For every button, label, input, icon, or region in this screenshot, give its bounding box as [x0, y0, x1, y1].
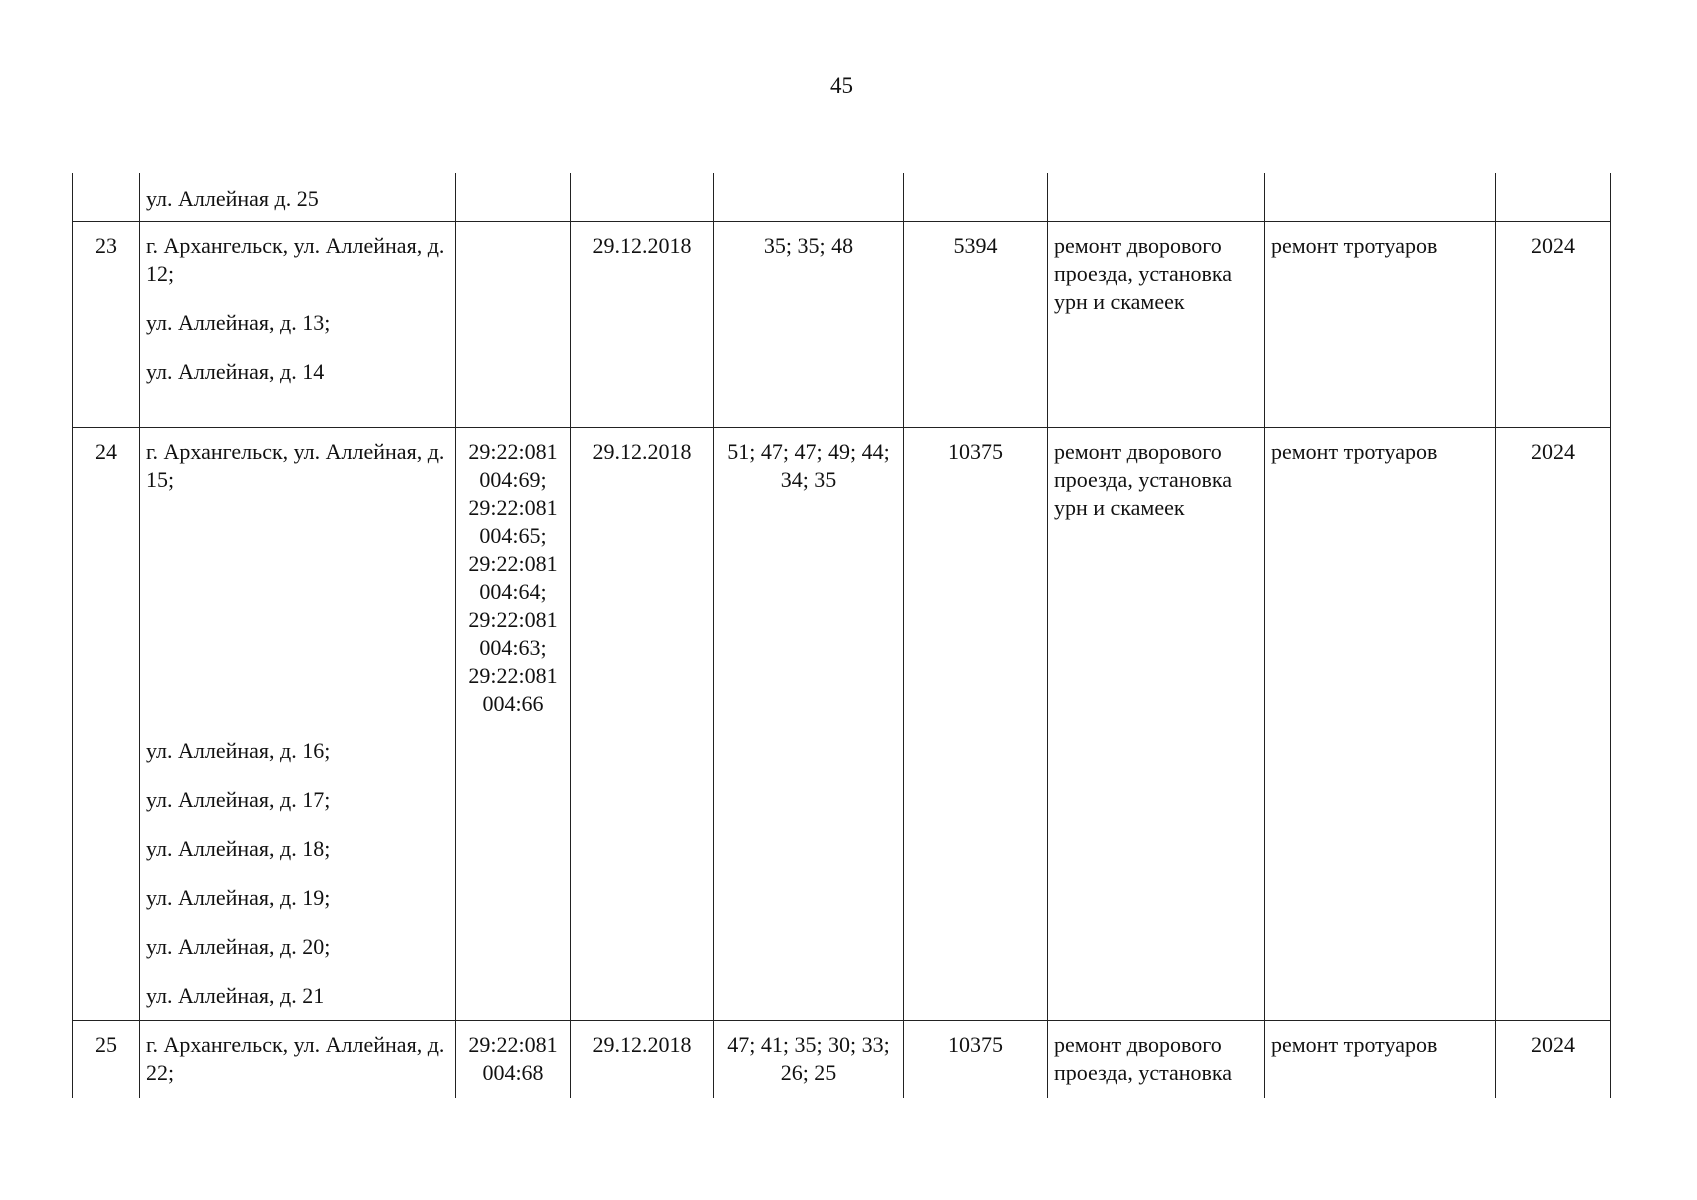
address-line: ул. Аллейная, д. 21: [146, 982, 325, 1008]
address-line: ул. Аллейная, д. 20;: [146, 933, 331, 959]
address-line: ул. Аллейная, д. 13;: [146, 309, 331, 335]
table-row-continuation: [73, 173, 1611, 221]
address-line: ул. Аллейная, д. 19;: [146, 884, 331, 910]
cell-area: 10375: [904, 1020, 1048, 1098]
table-row: [73, 221, 1611, 427]
cell-year: [1496, 173, 1611, 221]
table-row: [73, 427, 1611, 1020]
cell-cadastral: [456, 221, 571, 427]
cell-date: 29.12.2018: [571, 221, 714, 427]
table-row: [73, 1020, 1611, 1098]
address-line: ул. Аллейная, д. 18;: [146, 835, 331, 861]
cell-cadastral: 29:22:081 004:69; 29:22:081 004:65; 29:22:081 004:64; 29:22:081 004:63; 29:22:081 004:66: [456, 427, 571, 1020]
cell-year: 2024: [1496, 1020, 1611, 1098]
cell-extra-work: [1265, 173, 1496, 221]
cell-residents: 51; 47; 47; 49; 44; 34; 35: [714, 427, 904, 1020]
cell-extra-work: ремонт тротуаров: [1265, 427, 1496, 1020]
cell-num: 24: [73, 427, 140, 1020]
cell-work: ремонт дворового проезда, установка урн и скамеек: [1048, 427, 1265, 1020]
cell-year: 2024: [1496, 427, 1611, 1020]
cell-cadastral: 29:22:081 004:68: [456, 1020, 571, 1098]
cell-date: 29.12.2018: [571, 427, 714, 1020]
cell-num: [73, 173, 140, 221]
cell-date: [571, 173, 714, 221]
cell-work: ремонт дворового проезда, установка урн и скамеек: [1048, 221, 1265, 427]
cell-area: 5394: [904, 221, 1048, 427]
address-line: ул. Аллейная, д. 17;: [146, 786, 331, 812]
cell-extra-work: ремонт тротуаров: [1265, 1020, 1496, 1098]
cell-residents: 47; 41; 35; 30; 33; 26; 25: [714, 1020, 904, 1098]
address-line: г. Архангельск, ул. Аллейная, д. 15;: [146, 438, 445, 492]
cell-residents: 35; 35; 48: [714, 221, 904, 427]
cell-date: 29.12.2018: [571, 1020, 714, 1098]
cell-cadastral: [456, 173, 571, 221]
cell-address: [140, 173, 456, 221]
cell-address: [140, 221, 456, 427]
cell-area: 10375: [904, 427, 1048, 1020]
cell-extra-work: ремонт тротуаров: [1265, 221, 1496, 427]
address-line: г. Архангельск, ул. Аллейная, д. 22;: [146, 1031, 445, 1085]
cell-residents: [714, 173, 904, 221]
cell-address: [140, 1020, 456, 1098]
cell-work: ремонт дворового проезда, установка: [1048, 1020, 1265, 1098]
address-line: ул. Аллейная, д. 14: [146, 358, 325, 384]
cell-num: 23: [73, 221, 140, 427]
cell-area: [904, 173, 1048, 221]
cell-work: [1048, 173, 1265, 221]
page-number: [0, 72, 1697, 100]
address-line: г. Архангельск, ул. Аллейная, д. 12;: [146, 232, 445, 286]
address-line: ул. Аллейная, д. 16;: [146, 737, 331, 763]
cell-num: 25: [73, 1020, 140, 1098]
page-number-text: 45: [830, 73, 853, 98]
cell-address: [140, 427, 456, 1020]
improvement-register-table: [72, 173, 1611, 1098]
address-line: ул. Аллейная д. 25: [146, 186, 319, 211]
cell-year: 2024: [1496, 221, 1611, 427]
